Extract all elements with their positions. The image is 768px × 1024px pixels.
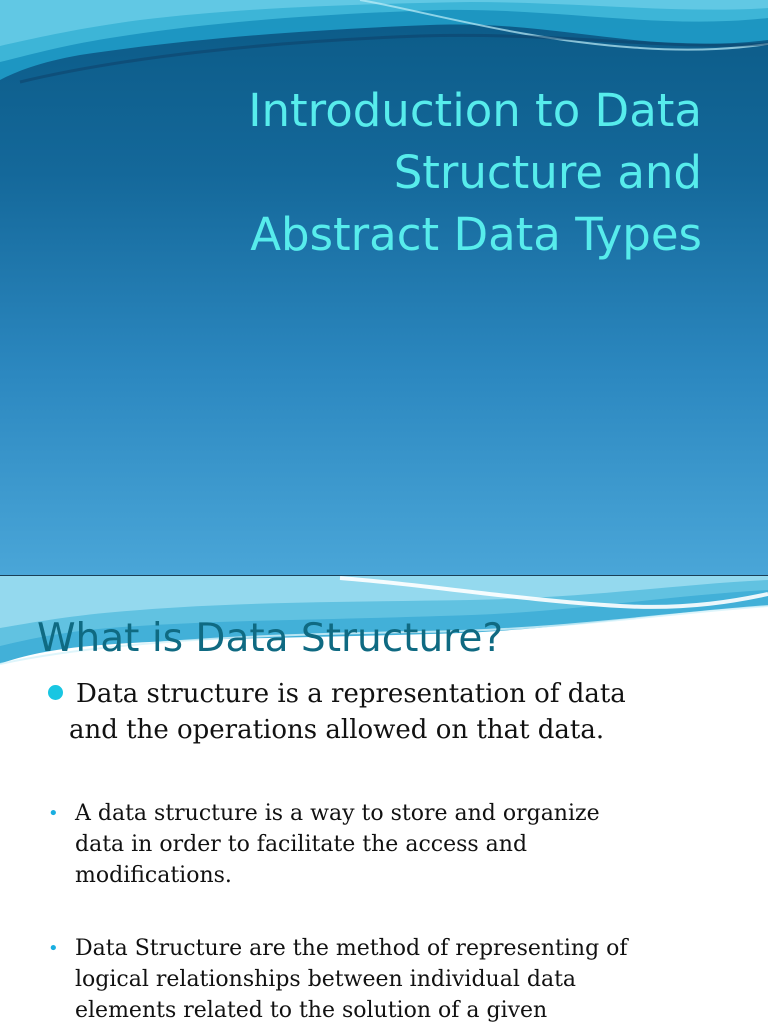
bullet-icon: • [48,938,59,959]
bullet-line: logical relationships between individual data [75,967,577,992]
bullet-line: A data structure is a way to store and organize [75,801,600,826]
main-point-line: Data structure is a representation of data [76,679,626,709]
slide-title-line: Abstract Data Types [250,208,702,261]
main-point [48,676,748,748]
content-title: What is Data Structure? [37,616,504,661]
main-point-line: and the operations allowed on that data. [69,715,605,745]
bullet-line: Data Structure are the method of representing of [75,936,628,961]
bullet-item [48,798,748,891]
bullet-item [48,933,748,1024]
slide-title-line: Structure and [393,146,702,199]
bullet-line: elements related to the solution of a given [75,998,548,1023]
slide-title [102,80,702,266]
bullet-icon: • [48,803,59,824]
bullet-line: data in order to facilitate the access and [75,832,528,857]
content-slide [0,576,768,1024]
slide-title-line: Introduction to Data [248,84,702,137]
bullet-line: modifications. [75,863,232,888]
